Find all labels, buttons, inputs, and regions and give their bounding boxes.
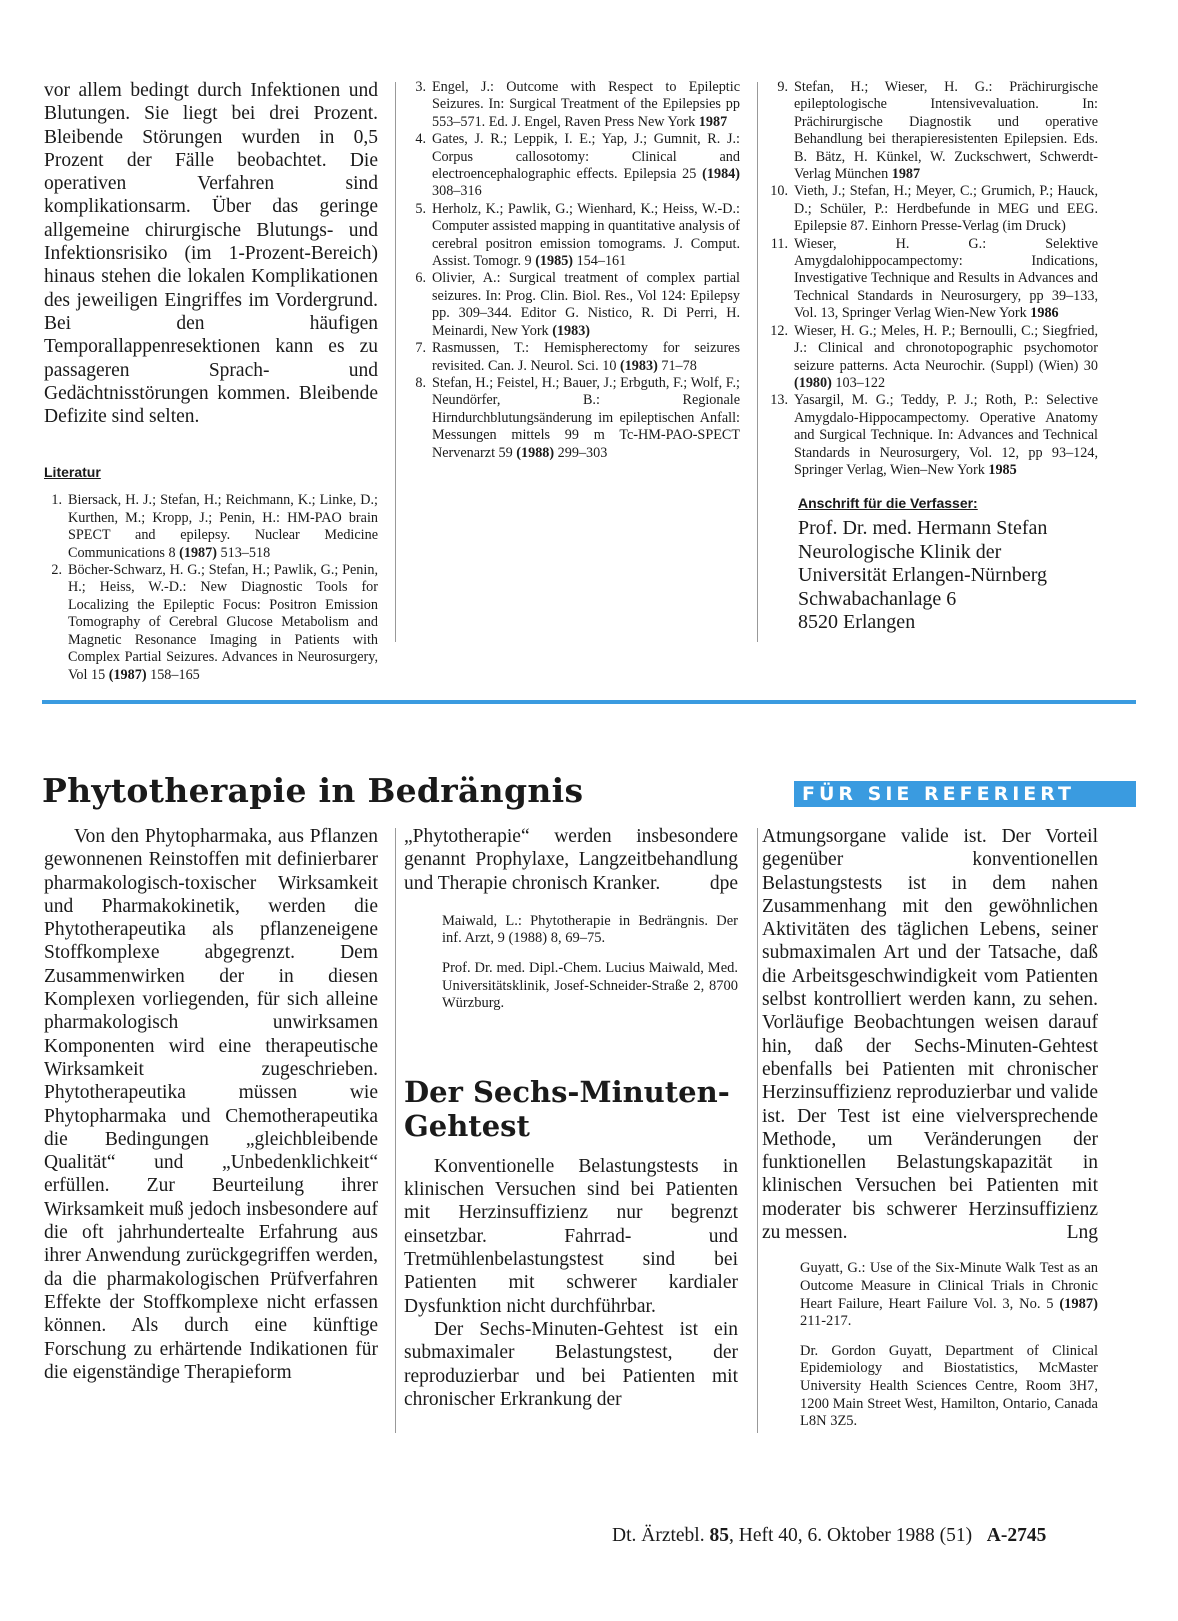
reference-pages: 513–518 bbox=[216, 544, 271, 561]
reference-number: 9. bbox=[777, 79, 788, 95]
reference-number: 3. bbox=[415, 79, 426, 95]
article2-paragraph-2: Der Sechs-Minuten-Gehtest ist ein submaximaler Belastungstest, der reproduzierbar und bei Patienten mit chronischer Erkrankung der bbox=[404, 1318, 738, 1410]
reference-item bbox=[770, 392, 1098, 479]
citation-tail: 211-217. bbox=[800, 1313, 852, 1330]
reference-item bbox=[408, 79, 740, 131]
page-footer bbox=[612, 1525, 1046, 1547]
literatur-heading: Literatur bbox=[44, 464, 101, 481]
footer-volume: 85 bbox=[709, 1525, 729, 1546]
address-block bbox=[798, 517, 1098, 635]
reference-number: 13. bbox=[770, 392, 788, 409]
citation: Maiwald, L.: Phytotherapie in Bedrängnis. Der inf. Arzt, 9 (1988) 8, 69–75. bbox=[442, 912, 738, 947]
section-badge: FÜR SIE REFERIERT bbox=[794, 781, 1136, 807]
top-column-1 bbox=[44, 79, 378, 684]
top-body-text: vor allem bedingt durch Infektionen und Blutungen. Sie liegt bei drei Prozent. Bleibende Störungen wurden in 0,5 Prozent der Fälle beobachtet. Die operativen Verfahren sind komplikationsarm. Über das geringe allgemeine chirurgische Blutungs- und Infektionsrisiko (im 1-Prozent-Bereich) hinaus stehen die lokalen Komplikationen des jeweiligen Eingriffes im Vordergrund. Bei den häufigen Temporallappenresektionen kann es zu passageren Sprach- und Gedächtnisstörungen kommen. Bleibende Defizite sind selten. bbox=[44, 80, 378, 428]
reference-text: Böcher-Schwarz, H. G.; Stefan, H.; Pawlik, G.; Penin, H.; Heiss, W.-D.: New Diagnostic Tools for Localizing the Epileptic Focus: Positron Emission Tomography of Cerebral Glucose Metabolism and Magnetic Resonance Imaging in Patients with Complex Partial Seizures. Advances in Neurosurgery, Vol 15 bbox=[68, 562, 378, 683]
reference-pages: 308–316 bbox=[432, 183, 482, 200]
reference-number: 4. bbox=[415, 131, 426, 148]
top-column-3 bbox=[770, 79, 1098, 635]
reference-item bbox=[408, 201, 740, 271]
author-tag: Lng bbox=[1066, 1222, 1098, 1244]
bottom-column-2 bbox=[404, 825, 738, 1411]
reference-pages: 103–122 bbox=[831, 374, 886, 391]
reference-number: 1. bbox=[51, 492, 62, 509]
top-column-2 bbox=[408, 79, 740, 462]
reference-item bbox=[770, 183, 1098, 235]
reference-text: Olivier, A.: Surgical treatment of complex partial seizures. In: Prog. Clin. Biol. Res., Vol 124: Epilepsy pp. 309–344. Editor G. Nistico, R. Di Perri, H. Meinardi, New York bbox=[432, 270, 740, 339]
reference-list-part-3 bbox=[770, 79, 1098, 479]
reference-text: Gates, J. R.; Leppik, I. E.; Yap, J.; Gumnit, R. J.: Corpus callosotomy: Clinical and electroencephalographic effects. Epilepsia 25 bbox=[432, 131, 740, 183]
reference-item bbox=[408, 340, 740, 375]
reference-item bbox=[770, 79, 1098, 183]
column-divider bbox=[757, 828, 758, 1433]
citation-text: Guyatt, G.: Use of the Six-Minute Walk Test as an Outcome Measure in Clinical Trials in Chronic Heart Failure, Heart Failure Vol. 3, No. 5 bbox=[800, 1260, 1098, 1312]
author-contact: Dr. Gordon Guyatt, Department of Clinical Epidemiology and Biostatistics, McMaster University Health Sciences Centre, Room 3H7, 1200 Main Street West, Hamilton, Ontario, Canada L8N 3Z5. bbox=[800, 1342, 1098, 1430]
article1-citation-block bbox=[442, 913, 738, 1013]
footer-journal: Dt. Ärztebl. bbox=[612, 1525, 710, 1546]
reference-text: Vieth, J.; Stefan, H.; Meyer, C.; Grumich, P.; Hauck, D.; Schüler, P.: Herdbefunde in MEG und EEG. Epilepsie 87. Einhorn Presse-Verlag (im Druck) bbox=[794, 183, 1098, 235]
reference-item bbox=[408, 375, 740, 462]
article1-body-part-1: Von den Phytopharmaka, aus Pflanzen gewonnenen Reinstoffen mit definierbarer pharmakologisch-toxischer Wirksamkeit und Pharmakokinetik, werden die Phytotherapeutika als pflanzeneigene Stoffkomplexe abgegrenzt. Dem Zusammenwirken der in diesen Komplexen vorliegenden, für sich alleine pharmakologisch unwirksamen Komponenten wird eine therapeutische Wirksamkeit zugeschrieben. Phytotherapeutika müssen wie Phytopharmaka und Chemotherapeutika die Bedingungen „gleichbleibende Qualität“ und „Unbedenklichkeit“ erfüllen. Zur Beurteilung ihrer Wirksamkeit muß jedoch insbesondere auf die oft jahrhundertealte Erfahrung aus ihrer Anwendung zurückgegriffen werden, da die pharmakologischen Prüfverfahren Effekte der Stoffkomplexe nicht erfassen können. Als durch eine künftige Forschung zu erhärtende Indikationen für die eigenständige Therapieform bbox=[44, 826, 378, 1383]
reference-text: Wieser, H. G.: Selektive Amygdalohippocampectomy: Indications, Investigative Technique and Results in Advances and Technical Standards in Neurosurgery, pp 39–133, Vol. 13, Springer Verlag Wien-New York bbox=[794, 235, 1098, 322]
reference-text: Stefan, H.; Feistel, H.; Bauer, J.; Erbguth, F.; Wolf, F.; Neundörfer, B.: Regionale Hirndurchblutungsänderung im epileptischen Anfall: Messungen mittels 99 m Tc-HM-PAO-SPECT Nervenarzt 59 bbox=[432, 374, 740, 461]
reference-number: 11. bbox=[770, 235, 788, 252]
reference-list-part-1 bbox=[44, 492, 378, 683]
address-line: Neurologische Klinik der bbox=[798, 540, 1002, 563]
citation-year: (1987) bbox=[1059, 1295, 1098, 1312]
article2-citation-block bbox=[800, 1260, 1098, 1430]
author-contact: Prof. Dr. med. Dipl.-Chem. Lucius Maiwald, Med. Universitätsklinik, Josef-Schneider-Straße 2, 8700 Würzburg. bbox=[442, 960, 738, 1012]
reference-pages: 154–161 bbox=[573, 253, 627, 270]
address-line: 8520 Erlangen bbox=[798, 611, 916, 634]
reference-text: Herholz, K.; Pawlik, G.; Wienhard, K.; Heiss, W.-D.: Computer assisted mapping in quantitative analysis of cerebral positron emission tomograms. J. Comput. Assist. Tomogr. 9 bbox=[432, 200, 740, 270]
bottom-column-3 bbox=[762, 825, 1098, 1431]
reference-number: 8. bbox=[415, 374, 426, 391]
reference-item bbox=[44, 492, 378, 562]
reference-year: (1983) bbox=[552, 322, 591, 339]
address-line: Prof. Dr. med. Hermann Stefan bbox=[798, 517, 1048, 540]
reference-year: 1987 bbox=[698, 113, 728, 130]
reference-pages: 71–78 bbox=[657, 357, 697, 374]
citation bbox=[800, 1260, 1098, 1330]
article2-paragraph-2-cont: Atmungsorgane valide ist. Der Vorteil gegenüber konventionellen Belastungstests ist in dem nahen Zusammenhang mit den gewöhnlichen Aktivitäten des täglichen Lebens, seiner submaximalen Art und der Tatsache, daß die Arbeitsgeschwindigkeit vom Patienten selbst kontrolliert werden kann, zu sehen. Vorläufige Beobachtungen weisen darauf hin, daß der Sechs-Minuten-Gehtest ebenfalls bei Patienten mit chronischer Herzinsuffizienz reproduzierbar und valide ist. Der Test ist eine vielversprechende Methode, um Veränderungen der funktionellen Belastungskapazität in klinischen Versuchen bei Patienten mit moderater bis schwerer Herzinsuffizienz zu messen. Lng bbox=[762, 826, 1098, 1244]
author-tag: dpe bbox=[709, 872, 738, 894]
article2-title: Der Sechs-Minuten-Gehtest bbox=[404, 1074, 730, 1143]
column-divider bbox=[395, 828, 396, 1433]
reference-number: 2. bbox=[51, 562, 62, 579]
footer-page-number: A-2745 bbox=[986, 1525, 1047, 1546]
reference-number: 12. bbox=[770, 322, 788, 339]
section-divider-rule bbox=[42, 700, 1136, 704]
reference-year: (1987) bbox=[108, 666, 147, 683]
reference-text: Stefan, H.; Wieser, H. G.: Prächirurgische epileptologische Intensivevaluation. In: Prächirurgische Diagnostik und operative Behandlung bei therapieresistenten Epilepsien. Eds. B. Bätz, H. Künkel, W. Zuckschwert, Schwerdt-Verlag München bbox=[794, 79, 1098, 183]
reference-pages: 158–165 bbox=[146, 666, 200, 683]
address-line: Universität Erlangen-Nürnberg bbox=[798, 564, 1047, 587]
column-divider bbox=[757, 82, 758, 642]
reference-number: 5. bbox=[415, 200, 426, 217]
bottom-column-1 bbox=[44, 825, 378, 1384]
address-heading: Anschrift für die Verfasser: bbox=[798, 495, 978, 512]
reference-year: (1985) bbox=[535, 253, 574, 270]
reference-item bbox=[770, 323, 1098, 393]
reference-year: (1988) bbox=[516, 444, 555, 461]
reference-item bbox=[44, 562, 378, 684]
reference-item bbox=[408, 270, 740, 340]
reference-text: Biersack, H. J.; Stefan, H.; Reichmann, K.; Linke, D.; Kurthen, M.; Kropp, J.; Penin, H.: HM-PAO brain SPECT and epilepsy. Nuclear Medicine Communications 8 bbox=[68, 492, 378, 561]
reference-text: Wieser, H. G.; Meles, H. P.; Bernoulli, C.; Siegfried, J.: Clinical and chronotopographic psychomotor seizure patterns. Acta Neurochir. (Suppl) (Wien) 30 bbox=[794, 322, 1098, 374]
reference-item bbox=[770, 236, 1098, 323]
reference-number: 7. bbox=[415, 340, 426, 357]
reference-text: Yasargil, M. G.; Teddy, P. J.; Roth, P.: Selective Amygdalo-Hippocampectomy. Operative Anatomy and Surgical Technique. In: Advances and Technical Standards in Neurosurgery, Vol. 12, pp 93–124, Springer Verlag, Wien–New York bbox=[794, 392, 1098, 478]
reference-item bbox=[408, 131, 740, 201]
reference-year: (1984) bbox=[702, 166, 740, 183]
article1-body-part-2: „Phytotherapie“ werden insbesondere genannt Prophylaxe, Langzeitbehandlung und Therapie chronisch Kranker. dpe bbox=[404, 826, 738, 894]
reference-year: (1980) bbox=[794, 374, 832, 391]
reference-number: 10. bbox=[770, 183, 788, 200]
footer-issue: , Heft 40, 6. Oktober 1988 (51) bbox=[728, 1525, 973, 1546]
address-line: Schwabachanlage 6 bbox=[798, 587, 957, 610]
reference-year: (1987) bbox=[179, 544, 217, 561]
reference-pages: 299–303 bbox=[554, 444, 608, 461]
article-title: Phytotherapie in Bedrängnis bbox=[42, 771, 584, 810]
reference-year: 1986 bbox=[1030, 305, 1059, 322]
reference-year: 1985 bbox=[988, 461, 1017, 478]
reference-year: (1983) bbox=[619, 357, 658, 374]
column-divider bbox=[395, 82, 396, 642]
reference-text: Engel, J.: Outcome with Respect to Epileptic Seizures. In: Surgical Treatment of the Epilepsies pp 553–571. Ed. J. Engel, Raven Press New York bbox=[432, 79, 740, 130]
reference-number: 6. bbox=[415, 270, 426, 287]
reference-list-part-2 bbox=[408, 79, 740, 462]
reference-text: Rasmussen, T.: Hemispherectomy for seizures revisited. Can. J. Neurol. Sci. 10 bbox=[432, 340, 740, 374]
article2-paragraph-1: Konventionelle Belastungstests in klinischen Versuchen sind bei Patienten mit Herzinsuffizienz nur begrenzt einsetzbar. Fahrrad- und Tretmühlenbelastungstest sind bei Patienten mit schwerer kardialer Dysfunktion nicht durchführbar. bbox=[404, 1155, 738, 1317]
reference-year: 1987 bbox=[891, 166, 921, 183]
